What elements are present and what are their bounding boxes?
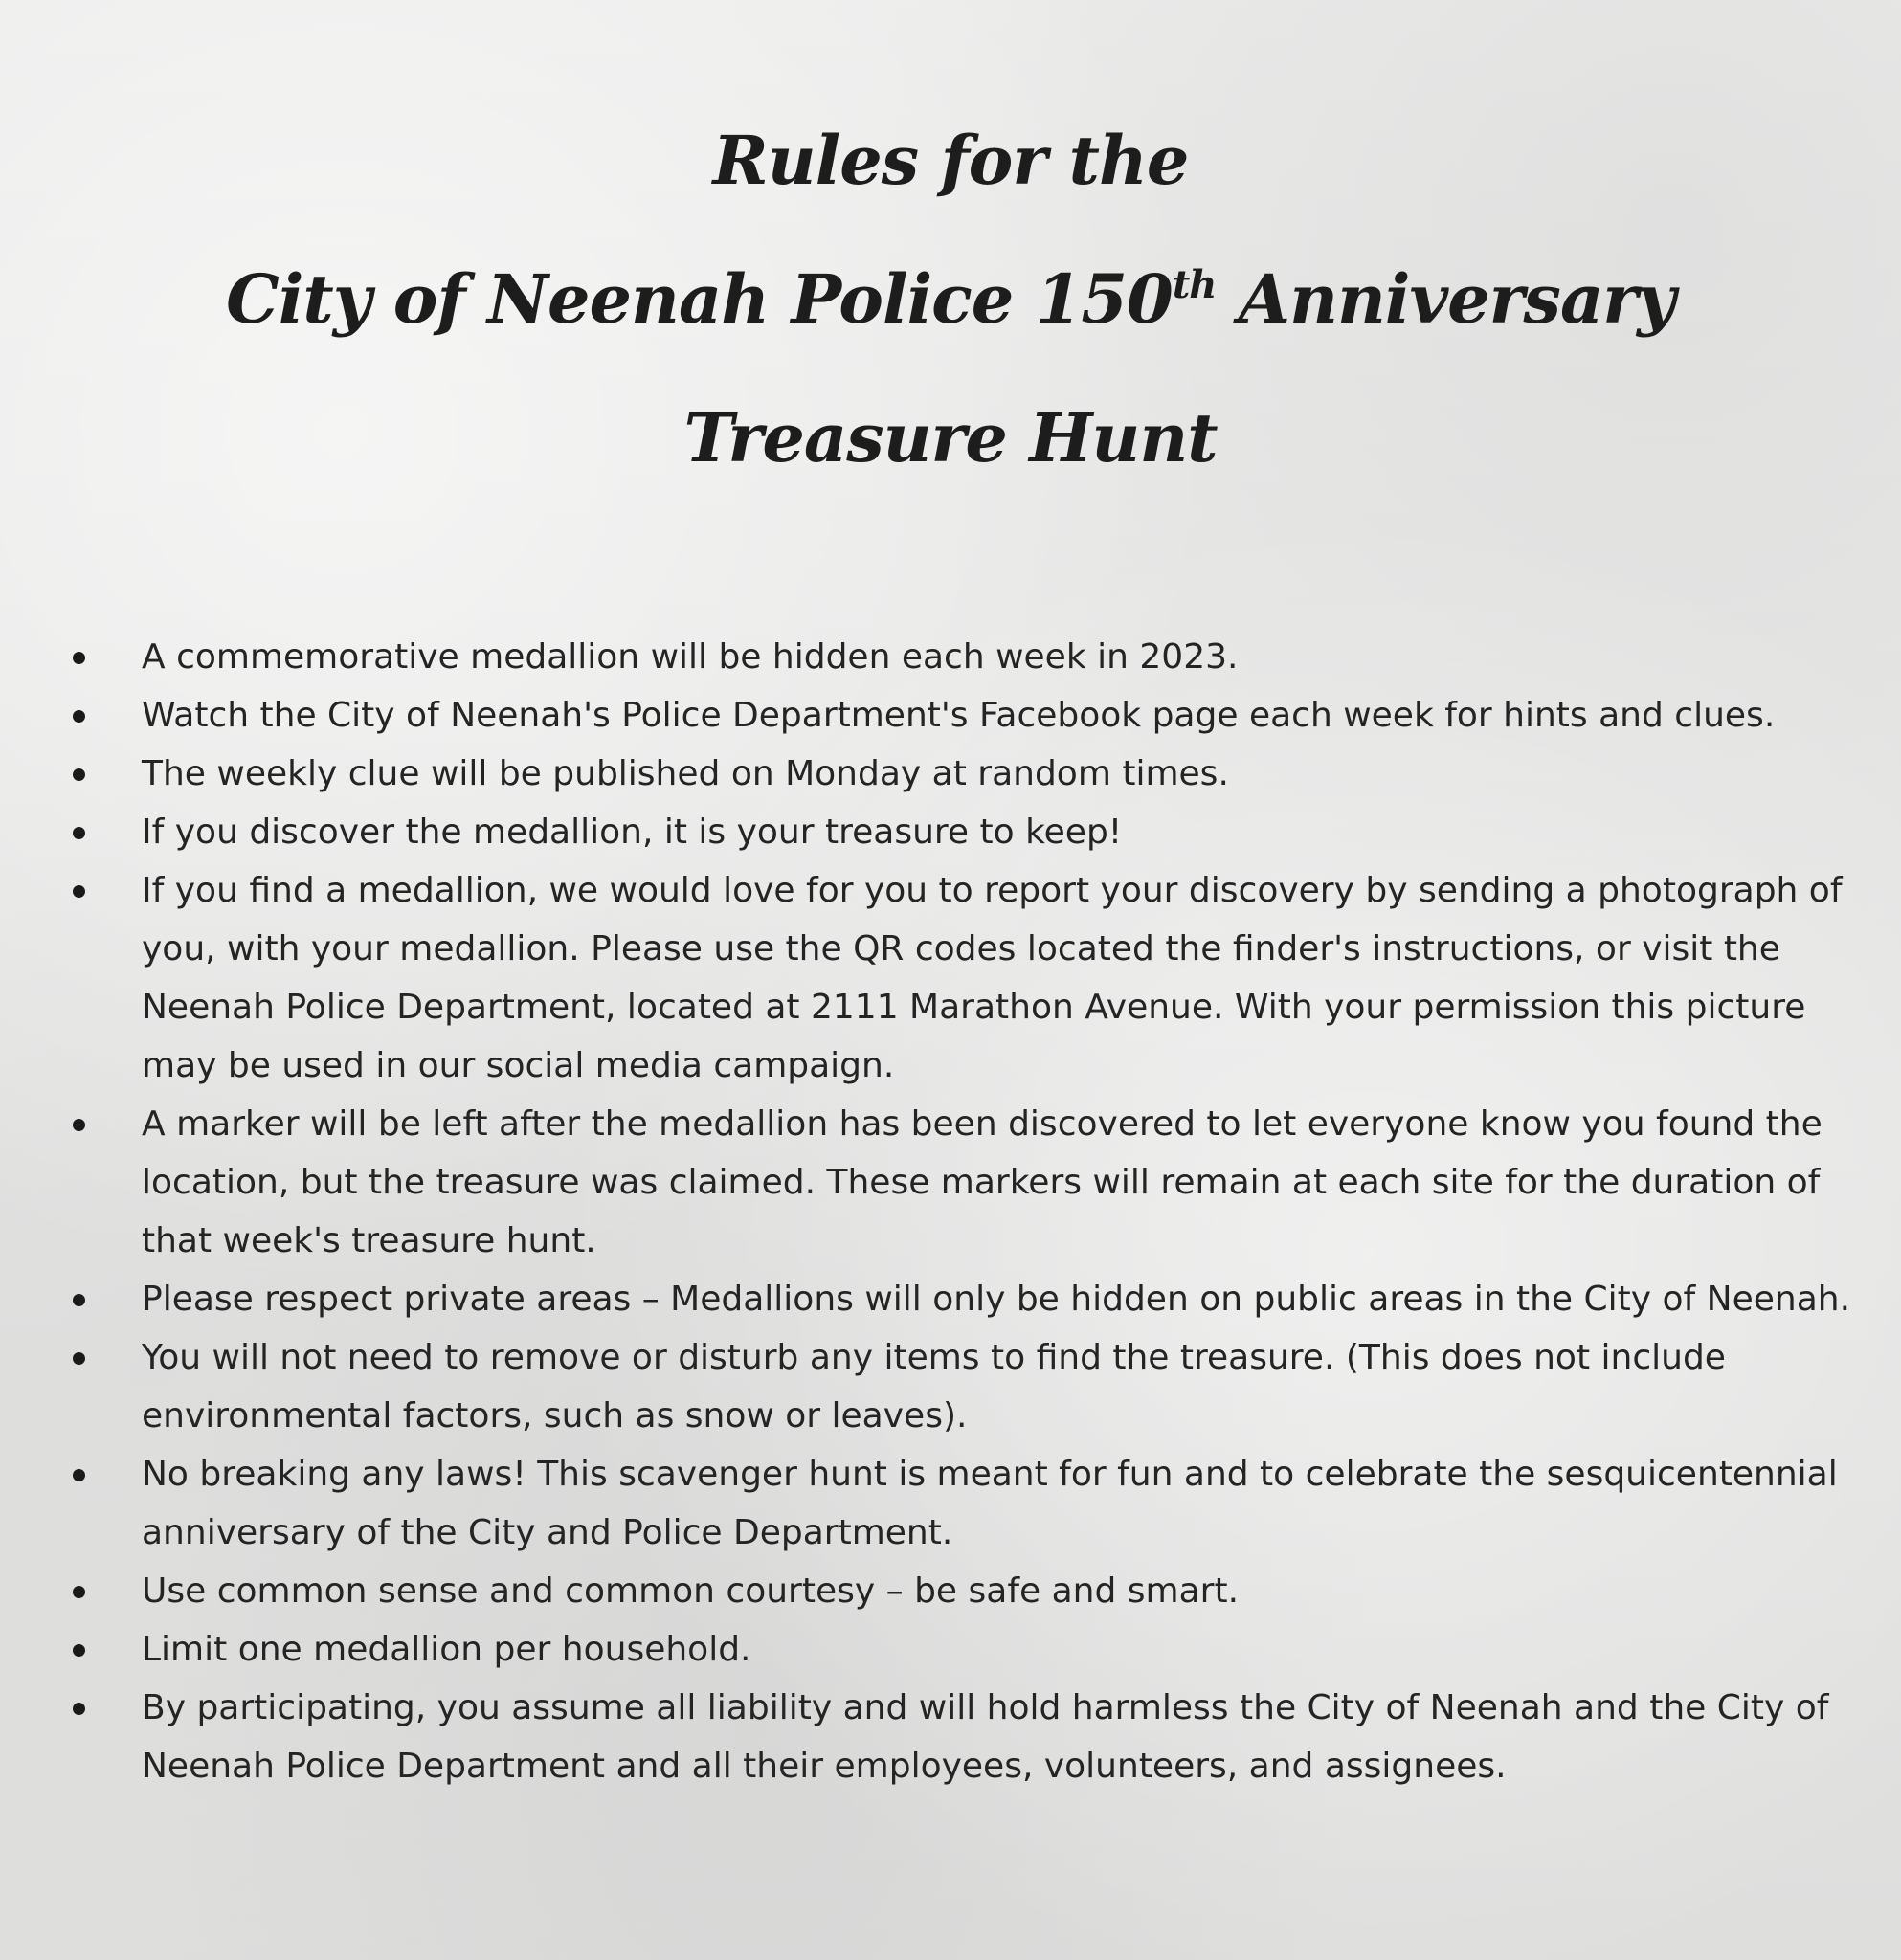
title-superscript: th [1172, 262, 1217, 307]
rule-text: You will not need to remove or disturb any items to find the treasure. (This does not include environmental factors, such as snow or leaves). [142, 1338, 1726, 1436]
document-title [0, 91, 1901, 507]
title-line-3: Treasure Hunt [683, 398, 1218, 478]
bullet-icon [73, 1469, 85, 1481]
rule-text: Use common sense and common courtesy – be safe and smart. [142, 1571, 1240, 1611]
bullet-icon [73, 827, 85, 839]
rule-item [0, 1679, 1901, 1795]
rule-text: If you find a medallion, we would love for you to report your discovery by sending a photograph of you, with your medallion. Please use the QR codes located the finder's instructions, or visit the Neenah Police Department, located at 2111 Marathon Avenue. With your permission this picture may be used in our social media campaign. [142, 871, 1843, 1085]
rule-text: A commemorative medallion will be hidden each week in 2023. [142, 637, 1239, 677]
rule-item [0, 803, 1901, 861]
bullet-icon [73, 710, 85, 723]
rule-text: The weekly clue will be published on Monday at random times. [142, 754, 1229, 793]
rule-text: Limit one medallion per household. [142, 1630, 751, 1669]
rule-item [0, 1445, 1901, 1562]
bullet-icon [73, 1352, 85, 1365]
bullet-icon [73, 652, 85, 664]
rule-item [0, 628, 1901, 686]
bullet-icon [73, 1586, 85, 1598]
title-line-1: Rules for the [712, 121, 1189, 200]
rule-item [0, 745, 1901, 803]
title-line-2-start: City of Neenah Police 150 [226, 259, 1173, 339]
bullet-icon [73, 1644, 85, 1657]
rule-item [0, 1620, 1901, 1679]
bullet-icon [73, 1294, 85, 1306]
rule-item [0, 686, 1901, 745]
rule-item [0, 1270, 1901, 1328]
rule-item [0, 1562, 1901, 1620]
title-line-2-end: Anniversary [1216, 259, 1675, 339]
bullet-icon [73, 885, 85, 898]
bullet-icon [73, 1703, 85, 1715]
rule-item [0, 1095, 1901, 1270]
rule-item [0, 1328, 1901, 1445]
rule-text: Please respect private areas – Medallions will only be hidden on public areas in the City of Neenah. [142, 1280, 1851, 1319]
rule-text: By participating, you assume all liability and will hold harmless the City of Neenah and the City of Neenah Police Department and all their employees, volunteers, and assignees. [142, 1688, 1829, 1786]
rule-text: A marker will be left after the medallion has been discovered to let everyone know you found the location, but the treasure was claimed. These markers will remain at each site for the duration of that week's treasure hunt. [142, 1104, 1823, 1260]
rule-item [0, 861, 1901, 1095]
rules-list [0, 628, 1901, 1795]
title-line-2 [0, 230, 1901, 368]
bullet-icon [73, 768, 85, 781]
rule-text: Watch the City of Neenah's Police Department's Facebook page each week for hints and clues. [142, 696, 1776, 735]
rule-text: If you discover the medallion, it is your treasure to keep! [142, 813, 1123, 852]
rule-text: No breaking any laws! This scavenger hunt is meant for fun and to celebrate the sesquicentennial anniversary of the City and Police Department. [142, 1455, 1838, 1552]
bullet-icon [73, 1119, 85, 1131]
